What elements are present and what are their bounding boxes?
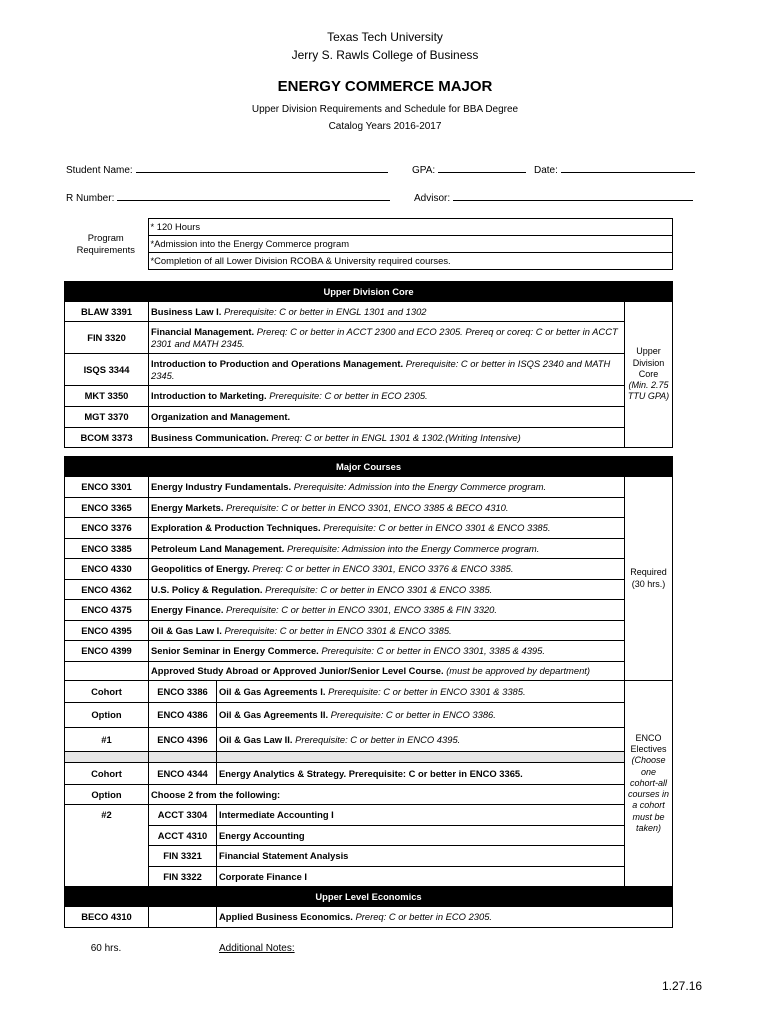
major-required-note: Required (30 hrs.): [625, 477, 673, 681]
course-code: ENCO 3301: [65, 477, 149, 498]
blank-cell: [149, 907, 217, 928]
cohort2-label: #2: [65, 805, 149, 887]
course-code: BECO 4310: [65, 907, 149, 928]
advisor-field[interactable]: [414, 190, 693, 204]
major-courses-table: [64, 456, 673, 928]
upper-core-note: Upper Division Core (Min. 2.75 TTU GPA): [625, 302, 673, 448]
course-desc: Financial Management. Prereq: C or better in ACCT 2300 and ECO 2305. Prereq or coreq: C or better in ACCT 2301 and MATH 2345.: [149, 322, 625, 354]
course-code: MGT 3370: [65, 407, 149, 428]
cohort1-label: #1: [65, 728, 149, 752]
cohort2-label: Cohort: [65, 763, 149, 785]
course-desc: Applied Business Economics. Prereq: C or better in ECO 2305.: [217, 907, 673, 928]
course-desc: Senior Seminar in Energy Commerce. Prerequisite: C or better in ENCO 3301, 3385 & 4395.: [149, 641, 625, 662]
gpa-label: GPA:: [412, 165, 436, 176]
r-number-field[interactable]: [66, 190, 390, 204]
course-code: ENCO 3385: [65, 539, 149, 559]
student-name-line: [136, 162, 388, 173]
program-requirements-label: Program Requirements: [64, 219, 148, 270]
course-desc: Corporate Finance I: [217, 867, 625, 887]
course-code: ACCT 3304: [149, 805, 217, 826]
course-code: ENCO 3386: [149, 681, 217, 703]
course-code: FIN 3320: [65, 322, 149, 354]
course-code: ENCO 3365: [65, 498, 149, 518]
page-title: ENERGY COMMERCE MAJOR: [277, 78, 493, 95]
course-desc: Petroleum Land Management. Prerequisite: Admission into the Energy Commerce program.: [149, 539, 625, 559]
course-code: ENCO 4375: [65, 600, 149, 621]
course-desc: Geopolitics of Energy. Prereq: C or better in ENCO 3301, ENCO 3376 & ENCO 3385.: [149, 559, 625, 580]
course-code: BLAW 3391: [65, 302, 149, 322]
course-code: ENCO 4395: [65, 621, 149, 641]
advisor-label: Advisor:: [414, 193, 451, 204]
course-code: ENCO 4396: [149, 728, 217, 752]
course-desc: U.S. Policy & Regulation. Prerequisite: C or better in ENCO 3301 & ENCO 3385.: [149, 580, 625, 600]
course-desc: Organization and Management.: [149, 407, 625, 428]
course-desc: Oil & Gas Law II. Prerequisite: C or better in ENCO 4395.: [217, 728, 625, 752]
course-code: ENCO 3376: [65, 518, 149, 539]
course-code: ENCO 4399: [65, 641, 149, 662]
course-code: ENCO 4330: [65, 559, 149, 580]
choose-instruction: Choose 2 from the following:: [149, 785, 625, 805]
course-code: FIN 3322: [149, 867, 217, 887]
economics-heading: Upper Level Economics: [65, 887, 673, 907]
date-line: [561, 162, 695, 173]
r-number-label: R Number:: [66, 193, 115, 204]
separator-cell: [149, 752, 217, 763]
cohort1-label: Cohort: [65, 681, 149, 703]
course-desc: Oil & Gas Agreements I. Prerequisite: C or better in ENCO 3301 & 3385.: [217, 681, 625, 703]
course-desc: Intermediate Accounting I: [217, 805, 625, 826]
cohort2-label: Option: [65, 785, 149, 805]
course-code: ENCO 4386: [149, 703, 217, 728]
course-desc: Energy Industry Fundamentals. Prerequisite: Admission into the Energy Commerce program.: [149, 477, 625, 498]
gpa-line: [438, 162, 526, 173]
cohort1-label: Option: [65, 703, 149, 728]
course-desc: Oil & Gas Law I. Prerequisite: C or better in ENCO 3301 & ENCO 3385.: [149, 621, 625, 641]
course-desc: Oil & Gas Agreements II. Prerequisite: C or better in ENCO 3386.: [217, 703, 625, 728]
upper-division-core-table: [64, 281, 673, 448]
electives-note: ENCO Electives (Choose one cohort-all courses in a cohort must be taken): [625, 681, 673, 887]
r-number-line: [117, 190, 390, 201]
course-desc: Energy Accounting: [217, 826, 625, 846]
course-code: FIN 3321: [149, 846, 217, 867]
program-item: *Admission into the Energy Commerce program: [148, 236, 672, 253]
program-item: *Completion of all Lower Division RCOBA & University required courses.: [148, 253, 672, 270]
gpa-field[interactable]: [412, 162, 526, 176]
blank-cell: [65, 662, 149, 681]
course-desc: Business Law I. Prerequisite: C or better in ENGL 1301 and 1302: [149, 302, 625, 322]
course-desc: Introduction to Production and Operations Management. Prerequisite: C or better in ISQS 2340 and MATH 2345.: [149, 354, 625, 386]
advisor-line: [453, 190, 693, 201]
course-desc: Energy Analytics & Strategy. Prerequisite: C or better in ENCO 3365.: [217, 763, 625, 785]
course-code: ENCO 4344: [149, 763, 217, 785]
program-requirements-table: [64, 218, 673, 270]
student-name-label: Student Name:: [66, 165, 133, 176]
course-desc: Energy Markets. Prerequisite: C or better in ENCO 3301, ENCO 3385 & BECO 4310.: [149, 498, 625, 518]
course-desc: Business Communication. Prereq: C or better in ENGL 1301 & 1302.(Writing Intensive): [149, 428, 625, 448]
program-item: * 120 Hours: [148, 219, 672, 236]
course-code: BCOM 3373: [65, 428, 149, 448]
version-number: 1.27.16: [662, 979, 703, 993]
course-code: ENCO 4362: [65, 580, 149, 600]
student-name-field[interactable]: [66, 162, 388, 176]
course-desc: Financial Statement Analysis: [217, 846, 625, 867]
course-desc: Energy Finance. Prerequisite: C or better in ENCO 3301, ENCO 3385 & FIN 3320.: [149, 600, 625, 621]
separator-cell: [217, 752, 625, 763]
total-hours: 60 hrs.: [90, 943, 122, 954]
course-desc: Introduction to Marketing. Prerequisite: C or better in ECO 2305.: [149, 386, 625, 407]
course-code: MKT 3350: [65, 386, 149, 407]
course-code: ISQS 3344: [65, 354, 149, 386]
college-name: Jerry S. Rawls College of Business: [291, 48, 479, 62]
major-courses-heading: Major Courses: [65, 457, 673, 477]
separator-cell: [65, 752, 149, 763]
upper-core-heading: Upper Division Core: [65, 282, 673, 302]
course-code: ACCT 4310: [149, 826, 217, 846]
date-field[interactable]: [534, 162, 695, 176]
course-desc: Exploration & Production Techniques. Prerequisite: C or better in ENCO 3301 & ENCO 3385.: [149, 518, 625, 539]
additional-notes-label: Additional Notes:: [219, 943, 295, 954]
catalog-years: Catalog Years 2016-2017: [328, 121, 442, 132]
study-abroad-desc: Approved Study Abroad or Approved Junior/Senior Level Course. (must be approved by department): [149, 662, 625, 681]
university-name: Texas Tech University: [327, 30, 443, 44]
date-label: Date:: [534, 165, 558, 176]
subtitle: Upper Division Requirements and Schedule for BBA Degree: [251, 104, 519, 115]
